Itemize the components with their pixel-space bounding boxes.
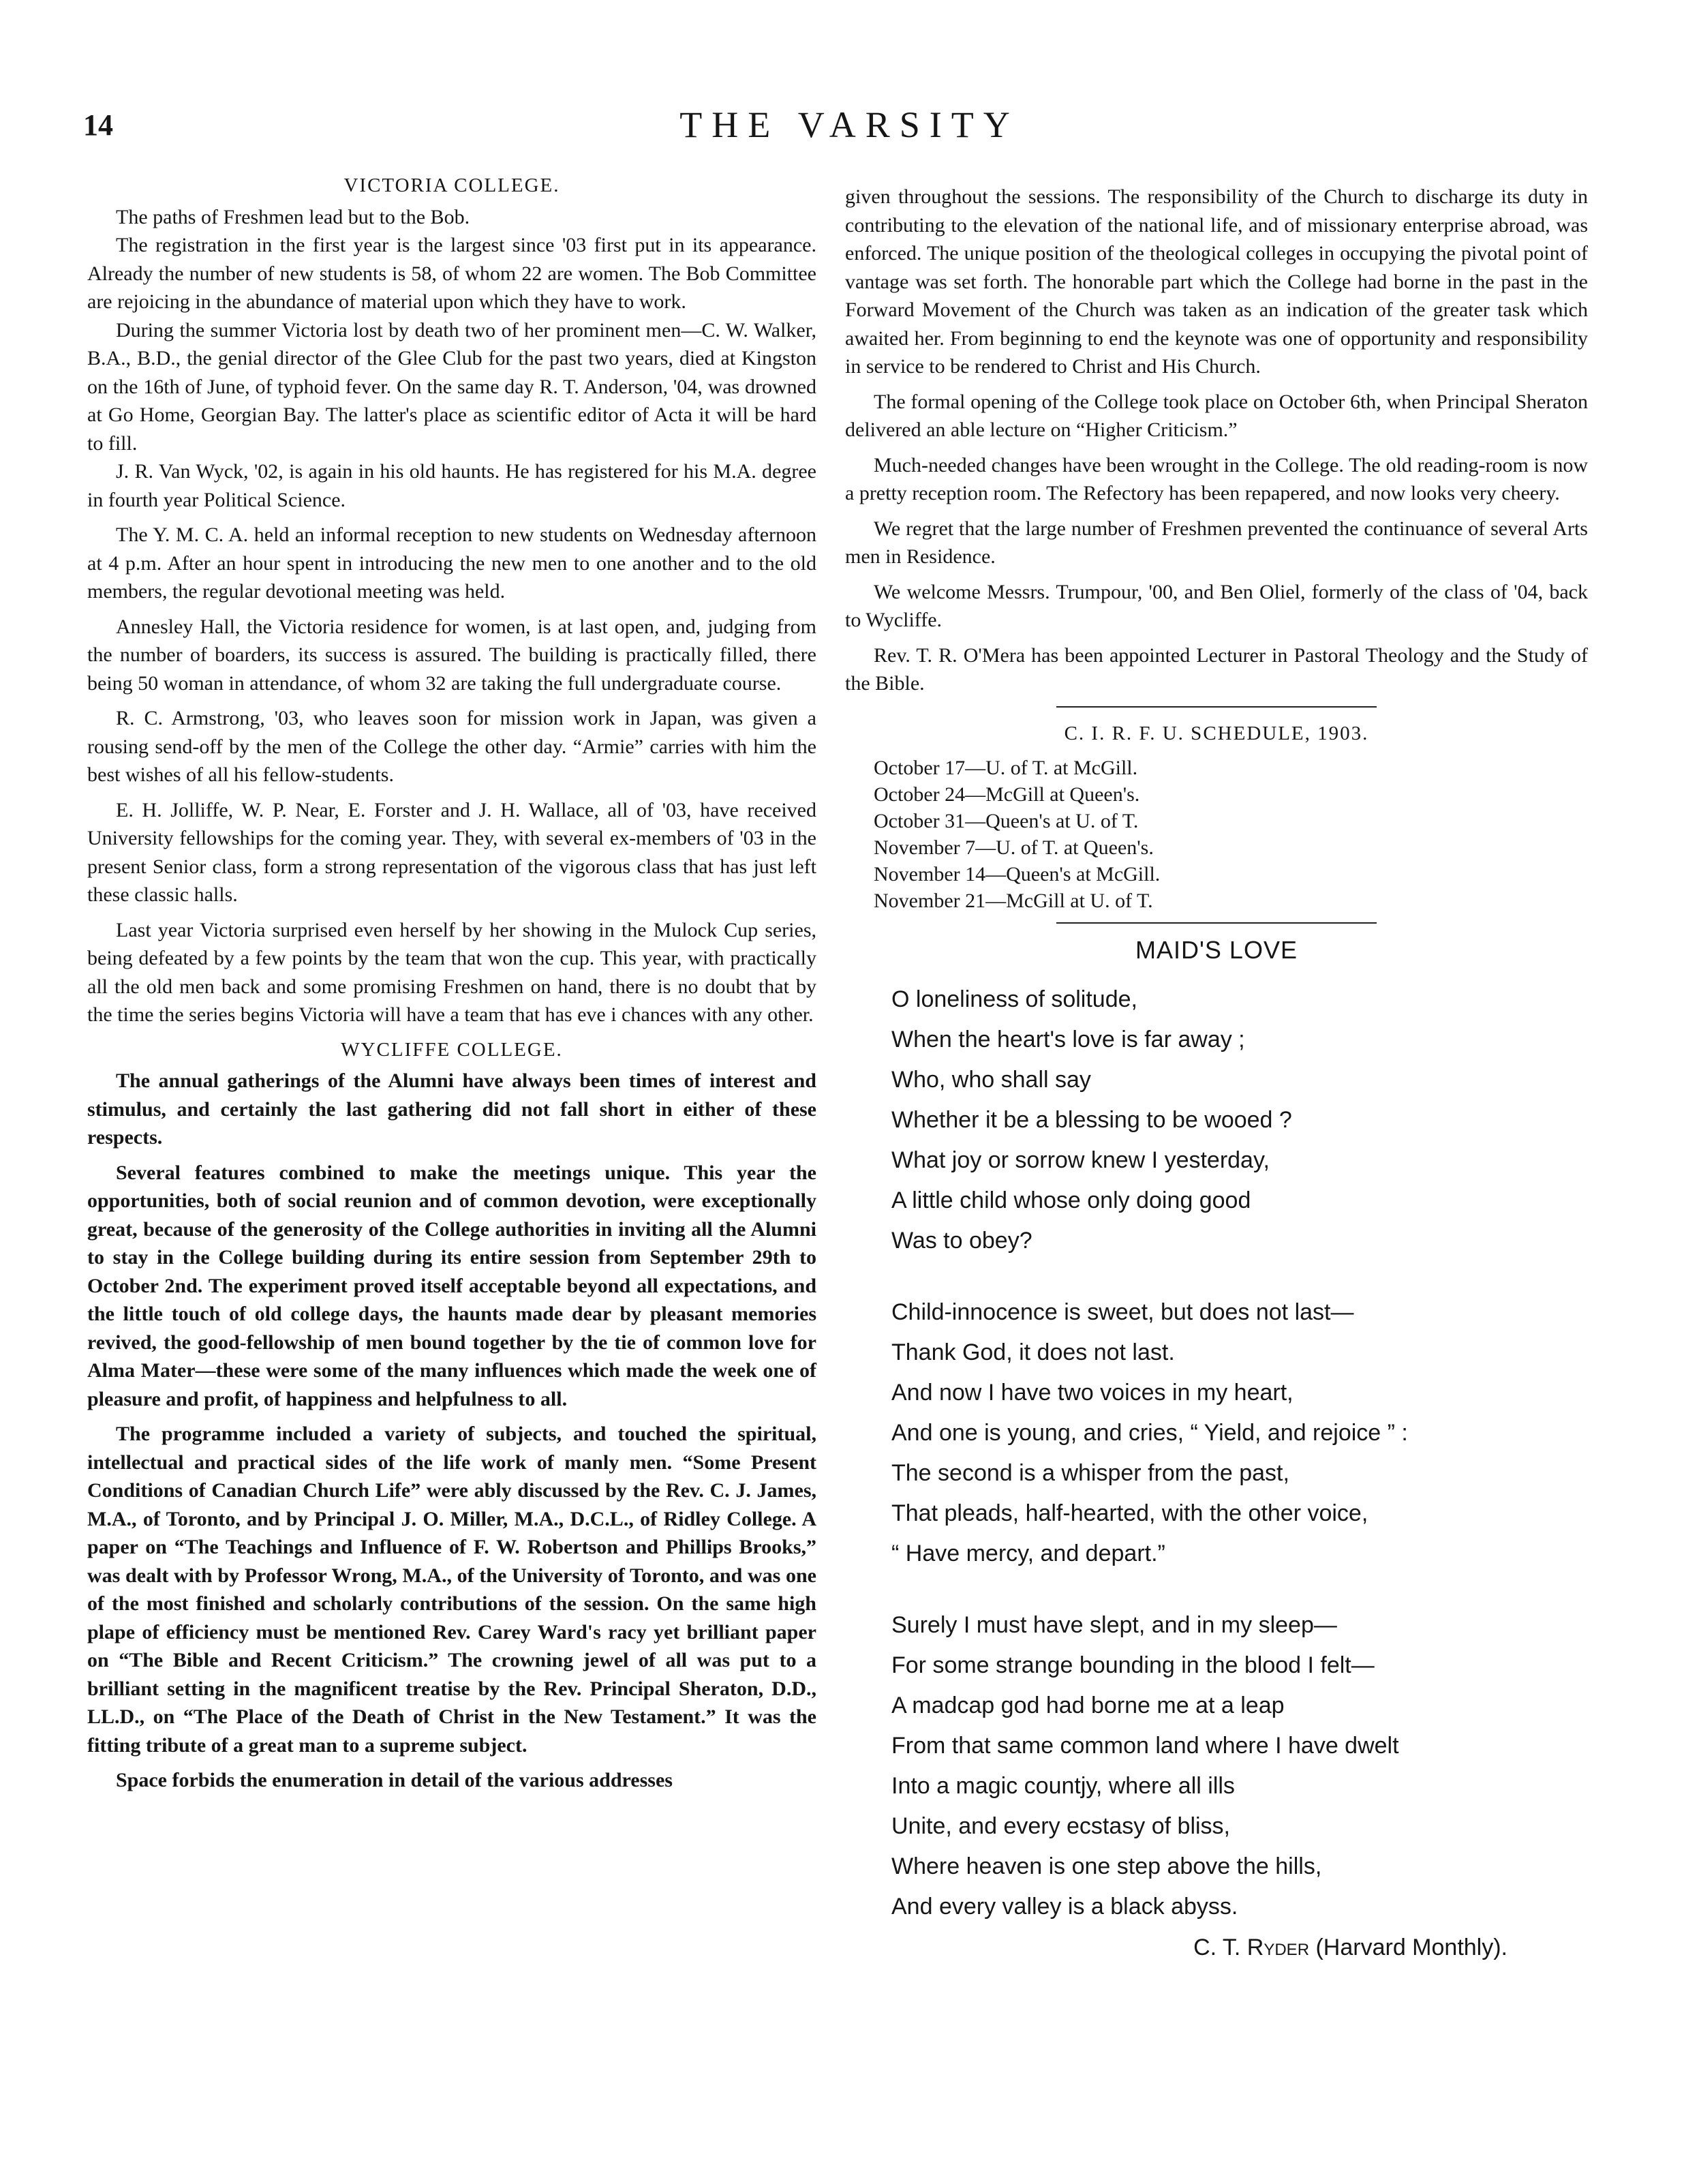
poem-line: “ Have mercy, and depart.”: [891, 1540, 1165, 1566]
poem-line: From that same common land where I have dwelt: [891, 1732, 1399, 1759]
paragraph: Several features combined to make the meetings unique. This year the opportunities, both of social reunion and of common devotion, were exceptionally great, because of the generosity of the College authorities in inviting all the Alumni to stay in the College building during its entire session from September 29th to October 2nd. The experiment proved itself acceptable beyond all expectations, and the little touch of old college days, the haunts made dear by pleasant memories revived, the good-fellowship of men bound together by the tie of common love for Alma Mater—these were some of the many influences which made the week one of pleasure and profit, of happiness and helpfulness to all.: [87, 1161, 816, 1410]
poem-author: C. T. Ryder: [1193, 1934, 1310, 1960]
poem-line: Surely I must have slept, and in my sleep—: [891, 1611, 1337, 1638]
poem-line: Where heaven is one step above the hills,: [891, 1853, 1322, 1879]
poem-line: O loneliness of solitude,: [891, 986, 1137, 1012]
paragraph: Rev. T. R. O'Mera has been appointed Lecturer in Pastoral Theology and the Study of the Bible.: [845, 643, 1588, 695]
section-heading-wycliffe: WYCLIFFE COLLEGE.: [341, 1038, 563, 1061]
poem-line: The second is a whisper from the past,: [891, 1459, 1289, 1486]
paragraph: The annual gatherings of the Alumni have always been times of interest and stimulus, and certainly the last gathering did not fall short in either of these respects.: [87, 1070, 816, 1149]
paragraph: We welcome Messrs. Trumpour, '00, and Ben Oliel, formerly of the class of '04, back to Wycliffe.: [845, 580, 1588, 631]
paragraph: J. R. Van Wyck, '02, is again in his old haunts. He has registered for his M.A. degree in fourth year Political Science.: [87, 460, 816, 511]
schedule-item: November 14—Queen's at McGill.: [874, 863, 1161, 885]
poem-line: Unite, and every ecstasy of bliss,: [891, 1813, 1231, 1839]
poem-attribution: [845, 1934, 1507, 1962]
paragraph: Last year Victoria surprised even herself by her showing in the Mulock Cup series, being defeated by a few points by the team that won the cup. This year, with practically all the old men back and some promising Freshmen on hand, there is no doubt that by the time the series begins Victoria will have a team that has eve i chances with any other.: [87, 918, 816, 1026]
poem-line: Thank God, it does not last.: [891, 1339, 1175, 1365]
poem-line: What joy or sorrow knew I yesterday,: [891, 1147, 1270, 1173]
paragraph: We regret that the large number of Freshmen prevented the continuance of several Arts men in Residence.: [845, 517, 1588, 568]
schedule-item: November 7—U. of T. at Queen's.: [874, 836, 1154, 859]
paragraph: The Y. M. C. A. held an informal reception to new students on Wednesday afternoon at 4 p.m. After an hour spent in introducing the new men to one another and to the old members, the regular devotional meeting was held.: [87, 524, 816, 603]
wycliffe-section: [87, 1067, 816, 1795]
poem-line: When the heart's love is far away ;: [891, 1026, 1245, 1052]
schedule-item: October 17—U. of T. at McGill.: [874, 757, 1138, 779]
poem-line: Into a magic countjy, where all ills: [891, 1772, 1235, 1799]
paragraph: During the summer Victoria lost by death two of her prominent men—C. W. Walker, B.A., B.D., the genial director of the Glee Club for the past two years, died at Kingston on the 16th of June, of typhoid fever. On the same day R. T. Anderson, '04, was drowned at Go Home, Georgian Bay. The latter's place as scientific editor of Acta it will be hard to fill.: [87, 318, 816, 455]
schedule-item: November 21—McGill at U. of T.: [874, 890, 1153, 912]
schedule-item: October 24—McGill at Queen's.: [874, 783, 1140, 806]
paragraph: R. C. Armstrong, '03, who leaves soon for mission work in Japan, was given a rousing send-off by the men of the College the other day. “Armie” carries with him the best wishes of all his fellow-students.: [87, 707, 816, 786]
paragraph: The programme included a variety of subjects, and touched the spiritual, intellectual and practical sides of the life work of manly men. “Some Present Conditions of Canadian Church Life” were ably discussed by the Rev. C. J. James, M.A., of Toronto, and by Principal J. O. Miller, M.A., D.C.L., of Ridley College. A paper on “The Teachings and Influence of F. W. Robertson and Phillips Brooks,” was dealt with by Professor Wrong, M.A., of the University of Toronto, and was one of the most finished and scholarly contributions of the session. On the same high plape of efficiency must be mentioned Rev. Carey Ward's racy yet brilliant paper on “The Bible and Recent Criticism.” The crowning jewel of all was put to a brilliant setting in the magnificent treatise by the Rev. Principal Sheraton, D.D., LL.D., on “The Place of the Death of Christ in the New Testament.” It was the fitting tribute of a great man to a supreme subject.: [87, 1423, 816, 1757]
paragraph: The registration in the first year is the largest since '03 first put in its appearance. Already the number of new students is 58, of whom 22 are women. The Bob Committee are rejoicing in the abundance of material upon which they have to work.: [87, 234, 816, 313]
poem-line: Was to obey?: [891, 1227, 1032, 1254]
left-column: [87, 170, 816, 1802]
poem-line: A little child whose only doing good: [891, 1187, 1251, 1213]
poem-title: MAID'S LOVE: [1135, 936, 1298, 964]
poem-line: Child-innocence is sweet, but does not last—: [891, 1299, 1354, 1325]
paragraph: Space forbids the enumeration in detail of the various addresses: [116, 1769, 673, 1791]
paragraph: E. H. Jolliffe, W. P. Near, E. Forster and J. H. Wallace, all of '03, have received University fellowships for the coming year. They, with several ex-members of '03 in the present Senior class, form a strong representation of the vigorous class that has just left these classic halls.: [87, 798, 816, 906]
divider-rule: [1056, 706, 1377, 708]
page-number: 14: [83, 108, 113, 142]
paragraph: given throughout the sessions. The responsibility of the Church to discharge its duty in contributing to the elevation of the national life, and of missionary enterprise abroad, was enforced. The unique position of the theological colleges in occupying the pivotal point of vantage was set forth. The honorable part which the College had borne in the past in the Forward Movement of the Church was taken as an indication of the greater task which awaited her. From beginning to end the keynote was one of opportunity and responsibility in service to be rendered to Christ and His Church.: [845, 185, 1588, 378]
divider-rule: [1056, 922, 1377, 924]
poem-line: That pleads, half-hearted, with the other voice,: [891, 1500, 1368, 1526]
running-head: THE VARSITY: [679, 104, 1020, 145]
poem-line: For some strange bounding in the blood I felt—: [891, 1652, 1375, 1678]
poem-stanza: [891, 1292, 1588, 1574]
schedule-item: October 31—Queen's at U. of T.: [874, 810, 1139, 832]
poem-line: And one is young, and cries, “ Yield, and rejoice ” :: [891, 1419, 1408, 1446]
section-heading-victoria: VICTORIA COLLEGE.: [343, 175, 560, 196]
schedule-list: [874, 755, 1588, 914]
poem-source: (Harvard Monthly).: [1315, 1934, 1507, 1960]
poem-line: Whether it be a blessing to be wooed ?: [891, 1106, 1292, 1133]
poem-stanza: [891, 1605, 1588, 1927]
paragraph: The formal opening of the College took place on October 6th, when Principal Sheraton delivered an able lecture on “Higher Criticism.”: [845, 390, 1588, 441]
poem-line: Who, who shall say: [891, 1066, 1091, 1093]
right-column: [845, 183, 1588, 1962]
poem-line: And now I have two voices in my heart,: [891, 1379, 1294, 1406]
paragraph: Much-needed changes have been wrought in the College. The old reading-room is now a pretty reception room. The Refectory has been repapered, and now looks very cheery.: [845, 453, 1588, 504]
paragraph: The paths of Freshmen lead but to the Bob.: [116, 205, 470, 228]
poem: [891, 980, 1588, 1927]
poem-line: And every valley is a black abyss.: [891, 1893, 1238, 1920]
poem-stanza: [891, 980, 1588, 1261]
poem-line: A madcap god had borne me at a leap: [891, 1692, 1285, 1718]
schedule-heading: C. I. R. F. U. SCHEDULE, 1903.: [1064, 722, 1369, 744]
paragraph: Annesley Hall, the Victoria residence for women, is at last open, and, judging from the number of boarders, its success is assured. The building is practically filled, there being 50 woman in attendance, of whom 32 are taking the full undergraduate course.: [87, 615, 816, 695]
